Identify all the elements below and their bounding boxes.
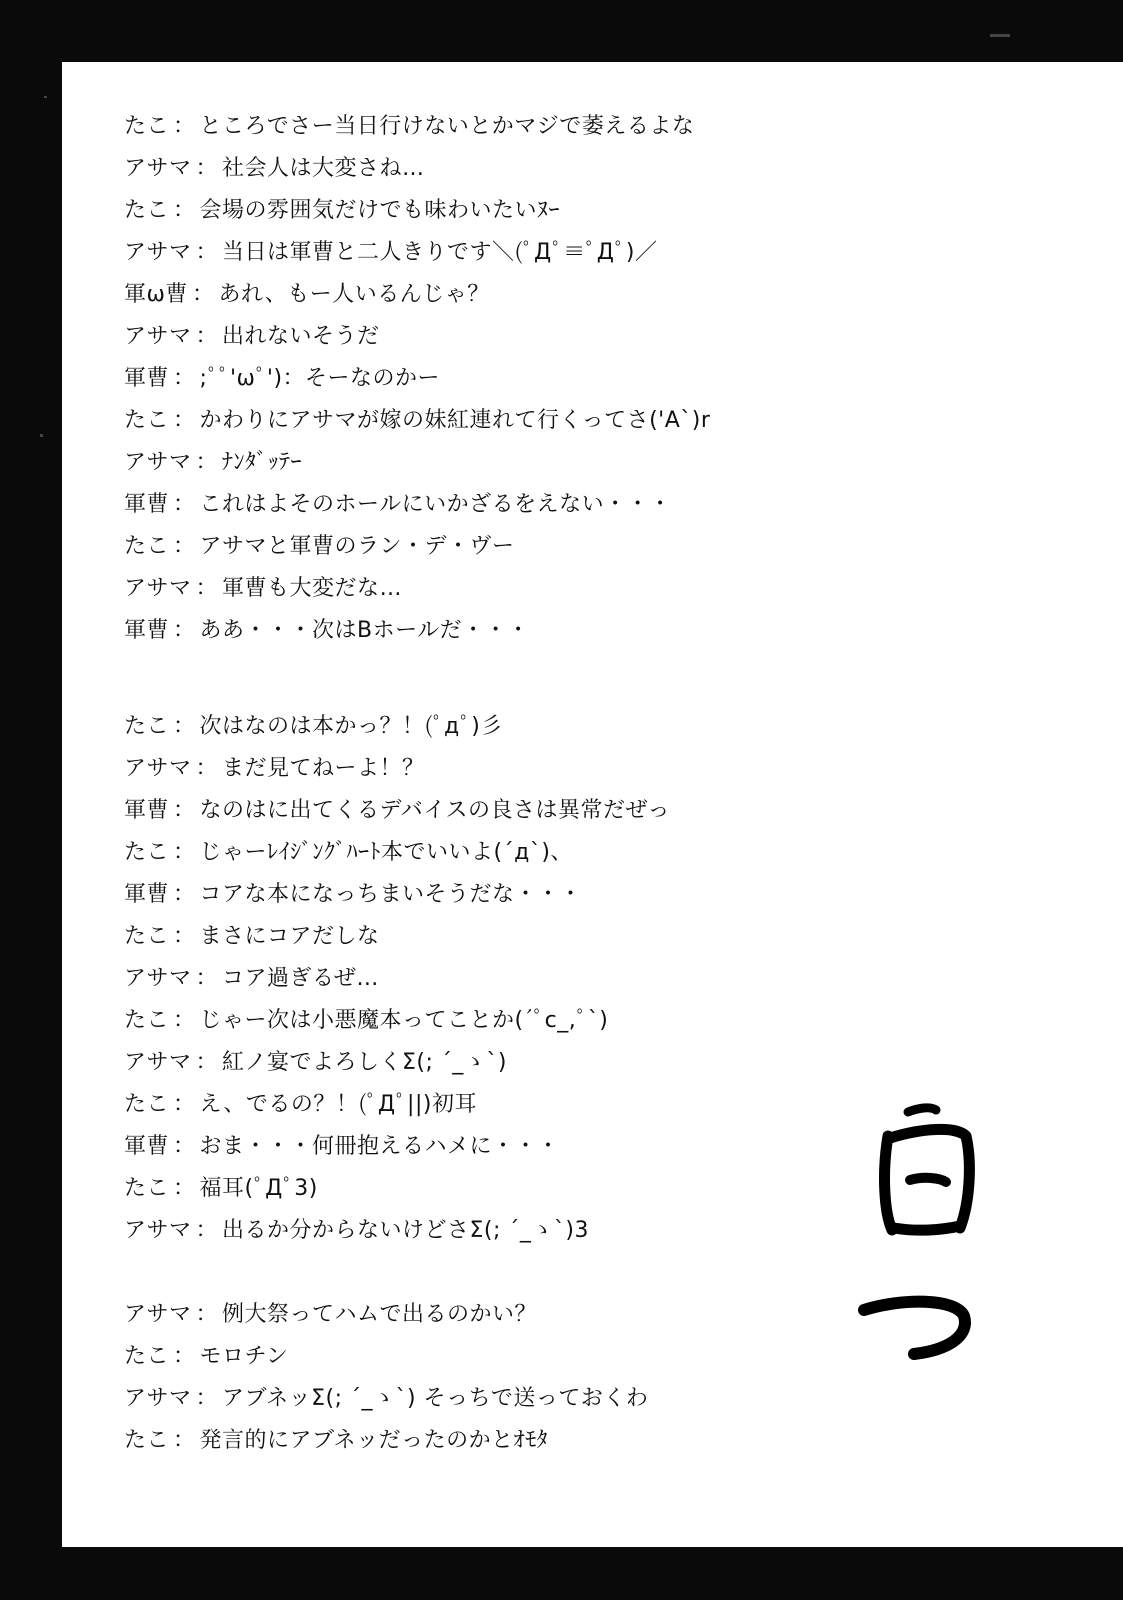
scan-speck (44, 96, 47, 98)
dialogue-line (124, 240, 658, 266)
dialogue-text: 出れないそうだ (222, 324, 380, 349)
scan-speck (990, 34, 1010, 37)
speaker-separator: ： (195, 1302, 219, 1327)
speaker-name: たこ (124, 1008, 170, 1033)
speaker-name: アサマ (124, 1386, 192, 1411)
speaker-name: 軍曹 (124, 882, 170, 907)
speaker-separator: ： (173, 366, 196, 391)
dialogue-line (124, 1092, 477, 1118)
calligraphy-drawing (852, 1102, 992, 1402)
speaker-separator: ： (195, 240, 219, 265)
dialogue-text: コアな本になっちまいそうだな・・・ (199, 882, 583, 907)
speaker-separator: ： (195, 1218, 219, 1243)
dialogue-line (124, 534, 515, 560)
speaker-name: 軍曹 (124, 1134, 170, 1159)
speaker-separator: ： (195, 966, 219, 991)
dialogue-line (124, 840, 573, 866)
dialogue-text: アサマと軍曹のラン・デ・ヴー (199, 534, 515, 559)
speaker-name: たこ (124, 114, 170, 139)
dialogue-line (124, 198, 560, 224)
speaker-name: 軍曹 (124, 798, 170, 823)
dialogue-text: なのはに出てくるデバイスの良さは異常だぜっ (199, 798, 671, 823)
speaker-name: アサマ (124, 756, 192, 781)
speaker-name: たこ (124, 840, 170, 865)
dialogue-text: アブネッΣ(; ´_ゝ`) そっちで送っておくわ (222, 1386, 649, 1411)
speaker-separator: ： (195, 576, 219, 601)
dialogue-line (124, 798, 670, 824)
speaker-name: たこ (124, 924, 170, 949)
speaker-name: アサマ (124, 1050, 192, 1075)
dialogue-text: じゃーﾚｲｼﾞﾝｸﾞﾊｰﾄ本でいいよ(´д`)、 (199, 840, 573, 865)
dialogue-text: 例大祭ってハムで出るのかい？ (222, 1302, 538, 1327)
speaker-separator: ： (173, 1344, 196, 1369)
dialogue-line (124, 1218, 589, 1244)
dialogue-line (124, 1386, 648, 1412)
speaker-separator: ： (173, 618, 196, 643)
speaker-name: アサマ (124, 156, 192, 181)
speaker-name: アサマ (124, 450, 192, 475)
dialogue-text: ところでさー当日行けないとかマジで萎えるよな (199, 114, 695, 139)
speaker-separator: ： (195, 1050, 219, 1075)
dialogue-text: まさにコアだしな (199, 924, 380, 949)
dialogue-text: 会場の雰囲気だけでも味わいたいﾇｰ (199, 198, 561, 223)
dialogue-text: ;ﾟﾟ'ωﾟ')：そーなのかー (199, 366, 441, 391)
dialogue-text: 社会人は大変さね… (222, 156, 425, 181)
speaker-separator: ： (191, 282, 215, 307)
dialogue-line (124, 576, 402, 602)
calligraphy-brush-text (852, 1102, 992, 1402)
speaker-separator: ： (173, 714, 196, 739)
speaker-separator: ： (195, 450, 219, 475)
speaker-name: たこ (124, 534, 170, 559)
dialogue-line (124, 1428, 548, 1454)
dialogue-line (124, 114, 694, 140)
speaker-name: アサマ (124, 1302, 192, 1327)
dialogue-text: ﾅﾝﾀﾞｯﾃｰ (222, 450, 303, 475)
dialogue-text: ああ・・・次はBホールだ・・・ (199, 618, 530, 643)
speaker-separator: ： (173, 198, 196, 223)
dialogue-line (124, 1176, 318, 1202)
dialogue-text: 軍曹も大変だな… (222, 576, 403, 601)
dialogue-line (124, 1302, 537, 1328)
speaker-name: 軍曹 (124, 618, 170, 643)
speaker-separator: ： (173, 408, 196, 433)
dialogue-line (124, 1008, 608, 1034)
dialogue-text: コア過ぎるぜ… (222, 966, 379, 991)
dialogue-text: あれ、もー人いるんじゃ？ (218, 282, 490, 307)
dialogue-line (124, 366, 440, 392)
dialogue-line (124, 1134, 560, 1160)
scan-speck (40, 434, 43, 437)
dialogue-text: 紅ノ宴でよろしくΣ(; ´_ゝ`) (222, 1050, 508, 1075)
speaker-separator: ： (173, 1008, 196, 1033)
speaker-separator: ： (173, 882, 196, 907)
dialogue-line (124, 324, 380, 350)
dialogue-line (124, 714, 503, 740)
speaker-separator: ： (195, 756, 219, 781)
dialogue-text: まだ見てねーよ！？ (222, 756, 425, 781)
speaker-separator: ： (173, 534, 196, 559)
speaker-name: たこ (124, 1092, 170, 1117)
dialogue-text: じゃー次は小悪魔本ってことか(´ﾟc_,ﾟ`) (199, 1008, 609, 1033)
speaker-name: たこ (124, 1428, 170, 1453)
dialogue-line (124, 1050, 507, 1076)
speaker-separator: ： (173, 924, 196, 949)
dialogue-line (124, 756, 425, 782)
speaker-separator: ： (173, 840, 196, 865)
dialogue-text: かわりにアサマが嫁の妹紅連れて行くってさ('A`)r (199, 408, 711, 433)
dialogue-line (124, 408, 710, 434)
dialogue-line (124, 618, 530, 644)
speaker-separator: ： (173, 1092, 196, 1117)
dialogue-line (124, 282, 490, 308)
speaker-name: アサマ (124, 324, 192, 349)
speaker-name: 軍曹 (124, 366, 170, 391)
speaker-name: たこ (124, 1344, 170, 1369)
dialogue-line (124, 924, 380, 950)
dialogue-text: え、でるの？！(ﾟДﾟ||)初耳 (199, 1092, 477, 1117)
dialogue-text: これはよそのホールにいかざるをえない・・・ (199, 492, 672, 517)
dialogue-line (124, 450, 302, 476)
speaker-separator: ： (195, 324, 219, 349)
dialogue-line (124, 1344, 288, 1370)
speaker-name: たこ (124, 1176, 170, 1201)
speaker-name: アサマ (124, 576, 192, 601)
dialogue-line (124, 492, 672, 518)
dialogue-line (124, 156, 425, 182)
dialogue-line (124, 882, 582, 908)
speaker-name: 軍ω曹 (124, 282, 188, 307)
dialogue-text: おま・・・何冊抱えるハメに・・・ (199, 1134, 560, 1159)
document-page (62, 62, 1123, 1547)
speaker-separator: ： (173, 114, 196, 139)
dialogue-text: 発言的にアブネッだったのかとｵﾓﾀ (199, 1428, 549, 1453)
speaker-separator: ： (195, 156, 219, 181)
speaker-separator: ： (173, 798, 196, 823)
dialogue-text: 次はなのは本かっ？！(ﾟдﾟ)彡 (199, 714, 503, 739)
dialogue-text: モロチン (199, 1344, 289, 1369)
speaker-separator: ： (195, 1386, 219, 1411)
speaker-name: アサマ (124, 1218, 192, 1243)
speaker-name: 軍曹 (124, 492, 170, 517)
speaker-separator: ： (173, 1176, 196, 1201)
speaker-name: アサマ (124, 966, 192, 991)
speaker-separator: ： (173, 492, 196, 517)
speaker-name: たこ (124, 408, 170, 433)
dialogue-text: 福耳(ﾟДﾟ3) (199, 1176, 318, 1201)
speaker-separator: ： (173, 1134, 196, 1159)
dialogue-text: 出るか分からないけどさΣ(; ´_ゝ`)3 (222, 1218, 590, 1243)
speaker-separator: ： (173, 1428, 196, 1453)
dialogue-text: 当日は軍曹と二人きりです＼(ﾟДﾟ≡ﾟДﾟ)／ (222, 240, 658, 265)
dialogue-line (124, 966, 379, 992)
speaker-name: たこ (124, 714, 170, 739)
speaker-name: たこ (124, 198, 170, 223)
speaker-name: アサマ (124, 240, 192, 265)
